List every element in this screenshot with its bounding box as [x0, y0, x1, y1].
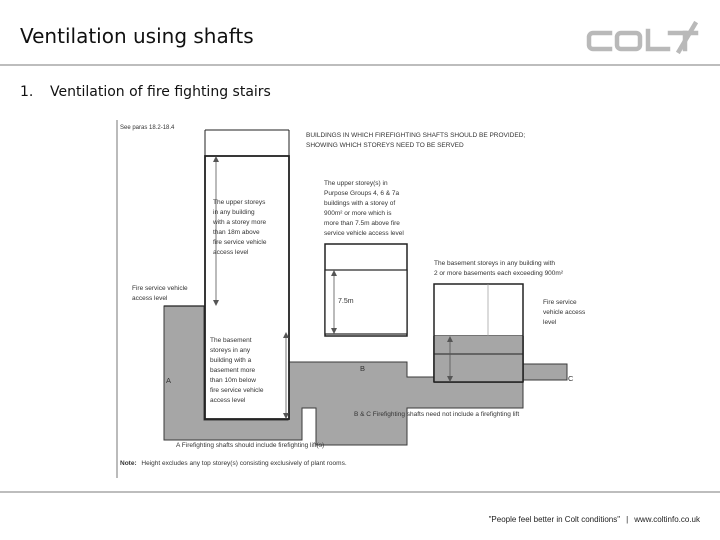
- footer-tagline: "People feel better in Colt conditions": [488, 515, 621, 524]
- label-access-level-left: Fire service vehicle access level: [132, 285, 188, 302]
- building-c-basement: [434, 336, 523, 382]
- letter-a: A: [166, 376, 172, 385]
- label-access-level-right: Fire service vehicle access level: [543, 299, 586, 326]
- slide-header: [0, 0, 720, 64]
- note-bc: B & C Firefighting shafts need not include a firefighting lift: [354, 411, 520, 418]
- label-a-upper-storeys: The upper storeys in any building with a storey more than 18m above fire service vehicle access level: [213, 199, 267, 256]
- firefighting-shafts-diagram: [116, 118, 586, 480]
- label-c-basement: The basement storeys in any building with 2 or more basements each exceeding 900m²: [434, 260, 563, 277]
- note-a: A Firefighting shafts should include firefighting lift(s): [176, 442, 325, 449]
- section-number: 1.: [20, 84, 34, 100]
- label-a-basement: The basement storeys in any building with a basement more than 10m below fire service vehicle access level: [210, 337, 264, 404]
- section-heading: [20, 84, 271, 100]
- dimension-7-5m: 7.5m: [338, 298, 354, 305]
- colt-logo: [584, 20, 700, 56]
- slide-title: Ventilation using shafts: [20, 24, 254, 48]
- diagram-heading: BUILDINGS IN WHICH FIREFIGHTING SHAFTS SHOULD BE PROVIDED; SHOWING WHICH STOREYS NEED TO BE SERVED: [306, 132, 526, 149]
- diagram-ref: See paras 18.2-18.4: [120, 125, 175, 131]
- letter-b: B: [360, 364, 366, 373]
- footer-divider: [0, 491, 720, 493]
- slide-footer: [489, 515, 700, 524]
- note-plant-rooms: Note: Height excludes any top storey(s) consisting exclusively of plant rooms.: [120, 460, 347, 467]
- footer-url[interactable]: www.coltinfo.co.uk: [634, 515, 700, 524]
- letter-c: C: [568, 374, 574, 383]
- section-title: Ventilation of fire fighting stairs: [50, 84, 271, 100]
- footer-separator: |: [626, 515, 629, 524]
- header-divider: [0, 64, 720, 66]
- label-b-upper-storeys: The upper storey(s) in Purpose Groups 4, 6 & 7a buildings with a storey of 900m² or more which is more than 7.5m above fire service vehicle access level: [324, 180, 404, 237]
